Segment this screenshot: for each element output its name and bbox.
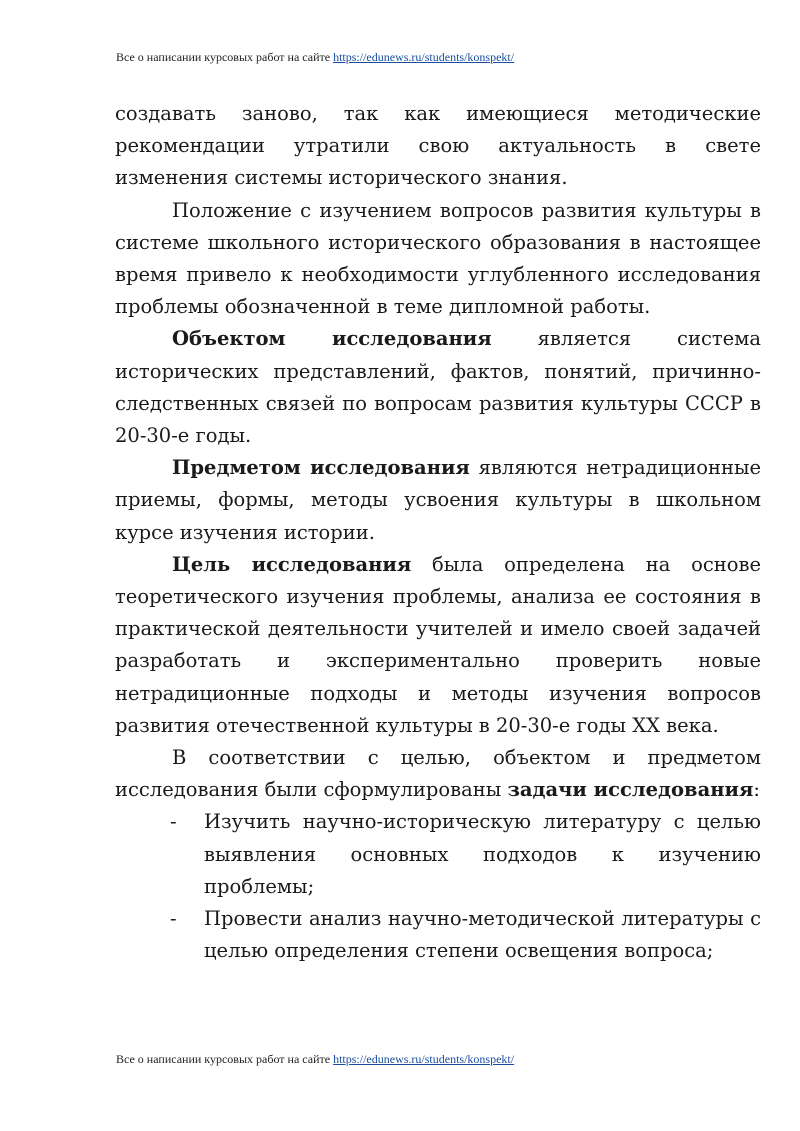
page-footer	[116, 1052, 716, 1066]
header-link[interactable]: https://edunews.ru/students/konspekt/	[333, 50, 515, 64]
tasks-colon: :	[753, 778, 760, 802]
list-item-text: Провести анализ научно-методической литературы с целью определения степени освещения вопроса;	[204, 907, 761, 963]
object-text: является система исторических представлений, фактов, понятий, причинно-следственных связей по вопросам развития культуры СССР в 20-30-е годы.	[115, 327, 761, 448]
goal-text: была определена на основе теоретического изучения проблемы, анализа ее состояния в практической деятельности учителей и имело своей задачей разработать и экспериментально проверить новые нетрадиционные подходы и методы изучения вопросов развития отечественной культуры в 20-30-е годы XX века.	[115, 552, 761, 737]
header-text: Все о написании курсовых работ на сайте	[116, 50, 334, 64]
list-dash: -	[170, 810, 177, 834]
paragraph-tasks-intro	[115, 742, 761, 806]
object-term: Объектом исследования	[172, 327, 492, 351]
list-item	[115, 903, 761, 967]
subject-text: являются нетрадиционные приемы, формы, методы усвоения культуры в школьном курсе изучения истории.	[115, 456, 762, 544]
paragraph-subject	[115, 452, 761, 549]
paragraph-goal	[115, 549, 761, 742]
paragraph-object	[115, 323, 761, 452]
paragraph-situation: Положение с изучением вопросов развития культуры в системе школьного исторического образования в настоящее время привело к необходимости углубленного исследования проблемы обозначенной в теме дипломной работы.	[115, 198, 761, 319]
footer-text: Все о написании курсовых работ на сайте	[116, 1052, 334, 1066]
goal-term: Цель исследования	[172, 552, 412, 576]
subject-term: Предметом исследования	[172, 456, 470, 480]
list-item	[115, 806, 761, 903]
list-item-text: Изучить научно-историческую литературу с целью выявления основных подходов к изучению проблемы;	[204, 810, 761, 898]
tasks-intro-text: В соответствии с целью, объектом и предметом исследования были сформулированы	[115, 746, 761, 802]
paragraph-intro: создавать заново, так как имеющиеся методические рекомендации утратили свою актуальность в свете изменения системы исторического знания.	[115, 102, 761, 190]
document-body	[115, 98, 761, 967]
list-dash: -	[170, 907, 177, 931]
page-header	[116, 50, 716, 64]
footer-link[interactable]: https://edunews.ru/students/konspekt/	[333, 1052, 515, 1066]
tasks-list	[115, 806, 761, 967]
tasks-term: задачи исследования	[507, 778, 754, 802]
